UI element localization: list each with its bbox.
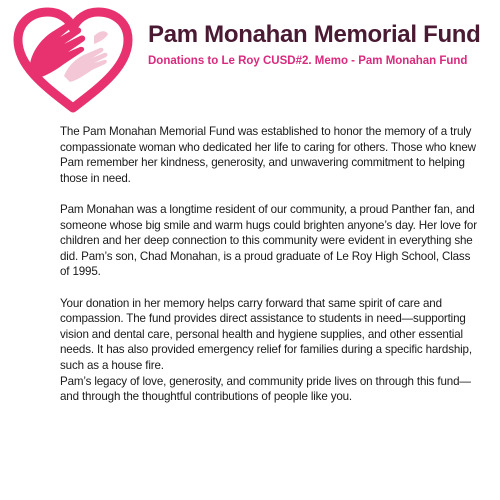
heart-hands-logo xyxy=(10,6,136,114)
paragraph-donation-impact: Your donation in her memory helps carry forward that same spirit of care and compassion. The fund provides direct assistance to students in need—supporting vision and dental care, personal health and hygiene supplies, and other essential needs. It has also provided emergency relief for families during a specific hardship, such as a house fire. xyxy=(60,296,472,372)
paragraph-legacy: Pam’s legacy of love, generosity, and community pride lives on through this fund—and through the thoughtful contributions of people like you. xyxy=(60,374,471,404)
paragraph-about-pam: Pam Monahan was a longtime resident of our community, a proud Panther fan, and someone whose big smile and warm hugs could brighten anyone’s day. Her love for children and her deep connection to this community were evident in everything she did. Pam’s son, Chad Monahan, is a proud graduate of Le Roy High School, Class of 1995. xyxy=(60,202,477,279)
heart-hands-icon xyxy=(10,6,136,114)
page-title: Pam Monahan Memorial Fund xyxy=(148,21,481,48)
page-subtitle: Donations to Le Roy CUSD#2. Memo - Pam Monahan Fund xyxy=(148,55,468,67)
fund-description xyxy=(60,124,480,405)
paragraph-history: The Pam Monahan Memorial Fund was established to honor the memory of a truly compassionate woman who dedicated her life to caring for others. Those who knew Pam remember her kindness, generosity, and unwavering commitment to helping those in need. xyxy=(60,125,476,185)
